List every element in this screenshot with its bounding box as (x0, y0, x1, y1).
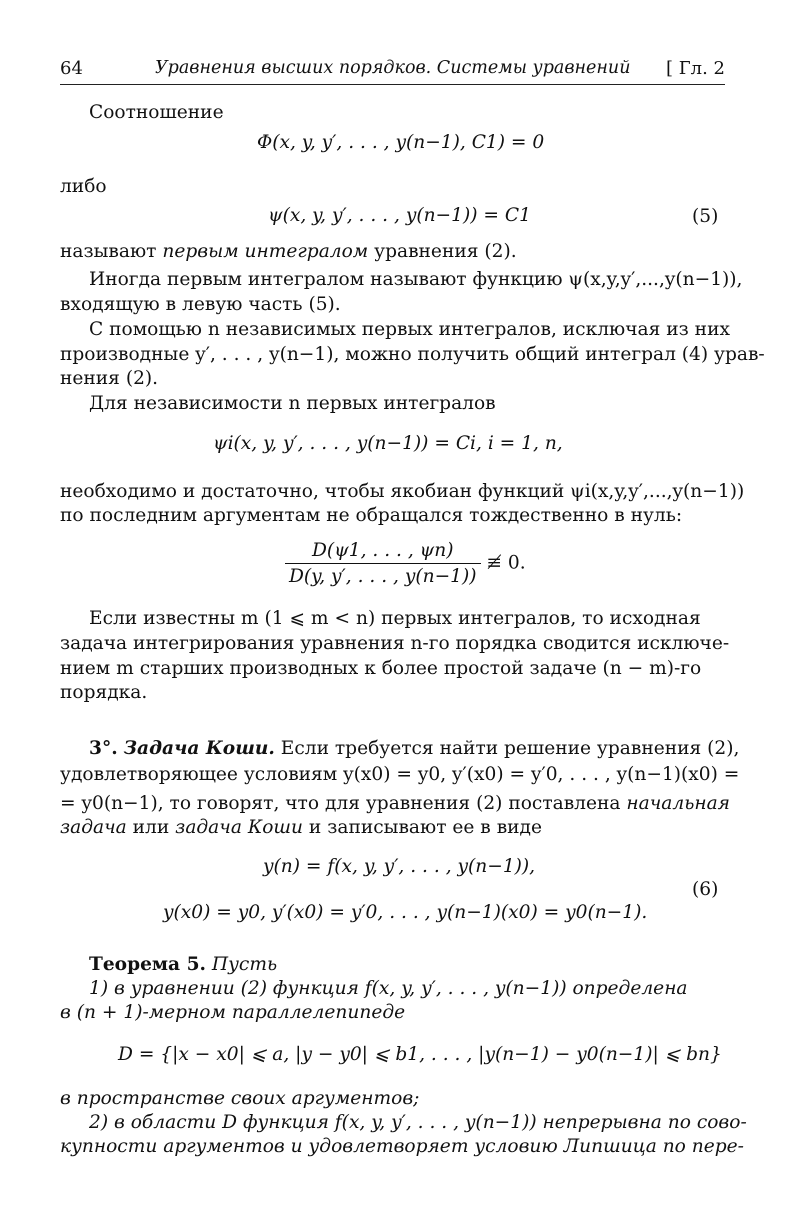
text-line: нием m старших производных к более простой задаче (n − m)-го (60, 658, 702, 679)
text-line: = y0(n−1), то говорят, что для уравнения (2) поставлена начальная (60, 793, 730, 814)
formula-domain: D = {|x − x0| ⩽ a, |y − y0| ⩽ b1, . . . , |y(n−1) − y0(n−1)| ⩽ bn} (118, 1044, 722, 1065)
formula-5: ψ(x, y, y′, . . . , y(n−1)) = C1 (268, 205, 531, 226)
equation-number-6: (6) (692, 879, 719, 900)
text-line: необходимо и достаточно, чтобы якобиан функций ψi(x,y,y′,...,y(n−1)) (60, 481, 745, 502)
formula-phi: Φ(x, y, y′, . . . , y(n−1), C1) = 0 (257, 132, 545, 153)
formula-6a: y(n) = f(x, y, y′, . . . , y(n−1)), (263, 856, 536, 877)
term-initial: начальная (626, 793, 730, 814)
text-line: Иногда первым интегралом называют функцию ψ(x,y,y′,...,y(n−1)), (89, 269, 743, 290)
running-header (60, 58, 725, 85)
term-cauchy: задача Коши (175, 817, 304, 838)
formula-independence: ψi(x, y, y′, . . . , y(n−1)) = Ci, i = 1, n, (213, 433, 563, 454)
text-line: С помощью n независимых первых интегралов, исключая из них (89, 319, 730, 340)
text-line: задача интегрирования уравнения n-го порядка сводится исключе- (60, 633, 730, 654)
text-line: порядка. (60, 682, 148, 703)
jacobian-numerator: D(ψ1, . . . , ψn) (285, 540, 481, 564)
text-line: либо (60, 176, 107, 197)
jacobian-fraction (285, 540, 481, 587)
text-line: по последним аргументам не обращался тождественно в нуль: (60, 505, 683, 526)
jacobian-relation: ≢ 0. (486, 552, 526, 574)
text-line: в пространстве своих аргументов; (60, 1088, 420, 1109)
chapter-marker: [ Гл. 2 (666, 58, 725, 79)
text-line: 1) в уравнении (2) функция f(x, y, y′, . . . , y(n−1)) определена (89, 978, 688, 999)
text-line: задача или задача Коши и записывают ее в виде (60, 817, 543, 838)
text-line: удовлетворяющее условиям y(x0) = y0, y′(x0) = y′0, . . . , y(n−1)(x0) = (60, 764, 740, 785)
theorem-title: Теорема 5. (89, 954, 206, 975)
page-number: 64 (60, 58, 83, 79)
text-line: в (n + 1)-мерном параллелепипеде (60, 1002, 406, 1023)
formula-jacobian (285, 540, 526, 587)
text-line: называют первым интегралом уравнения (2). (60, 241, 517, 262)
term-first-integral: первым интегралом (162, 241, 369, 262)
text-line: нения (2). (60, 368, 159, 389)
text-line: входящую в левую часть (5). (60, 294, 341, 315)
formula-6b: y(x0) = y0, y′(x0) = y′0, . . . , y(n−1)(x0) = y0(n−1). (163, 902, 648, 923)
jacobian-denominator: D(y, y′, . . . , y(n−1)) (289, 566, 477, 587)
section-number: 3°. (89, 738, 118, 759)
text-line: купности аргументов и удовлетворяет условию Липшица по пере- (60, 1136, 744, 1157)
text-line: Для независимости n первых интегралов (89, 393, 496, 414)
equation-number-5: (5) (692, 206, 719, 227)
section-title: Задача Коши. (123, 738, 275, 759)
text-line: Соотношение (89, 102, 224, 123)
theorem-heading: Теорема 5. Пусть (89, 954, 278, 975)
running-title: Уравнения высших порядков. Системы уравнений (155, 58, 631, 78)
text-line: 2) в области D функция f(x, y, y′, . . . , y(n−1)) непрерывна по сово- (89, 1112, 747, 1133)
text-line: производные y′, . . . , y(n−1), можно получить общий интеграл (4) урав- (60, 344, 765, 365)
section-heading-line: 3°. Задача Коши. Если требуется найти решение уравнения (2), (89, 738, 740, 759)
text-line: Если известны m (1 ⩽ m < n) первых интегралов, то исходная (89, 608, 701, 629)
